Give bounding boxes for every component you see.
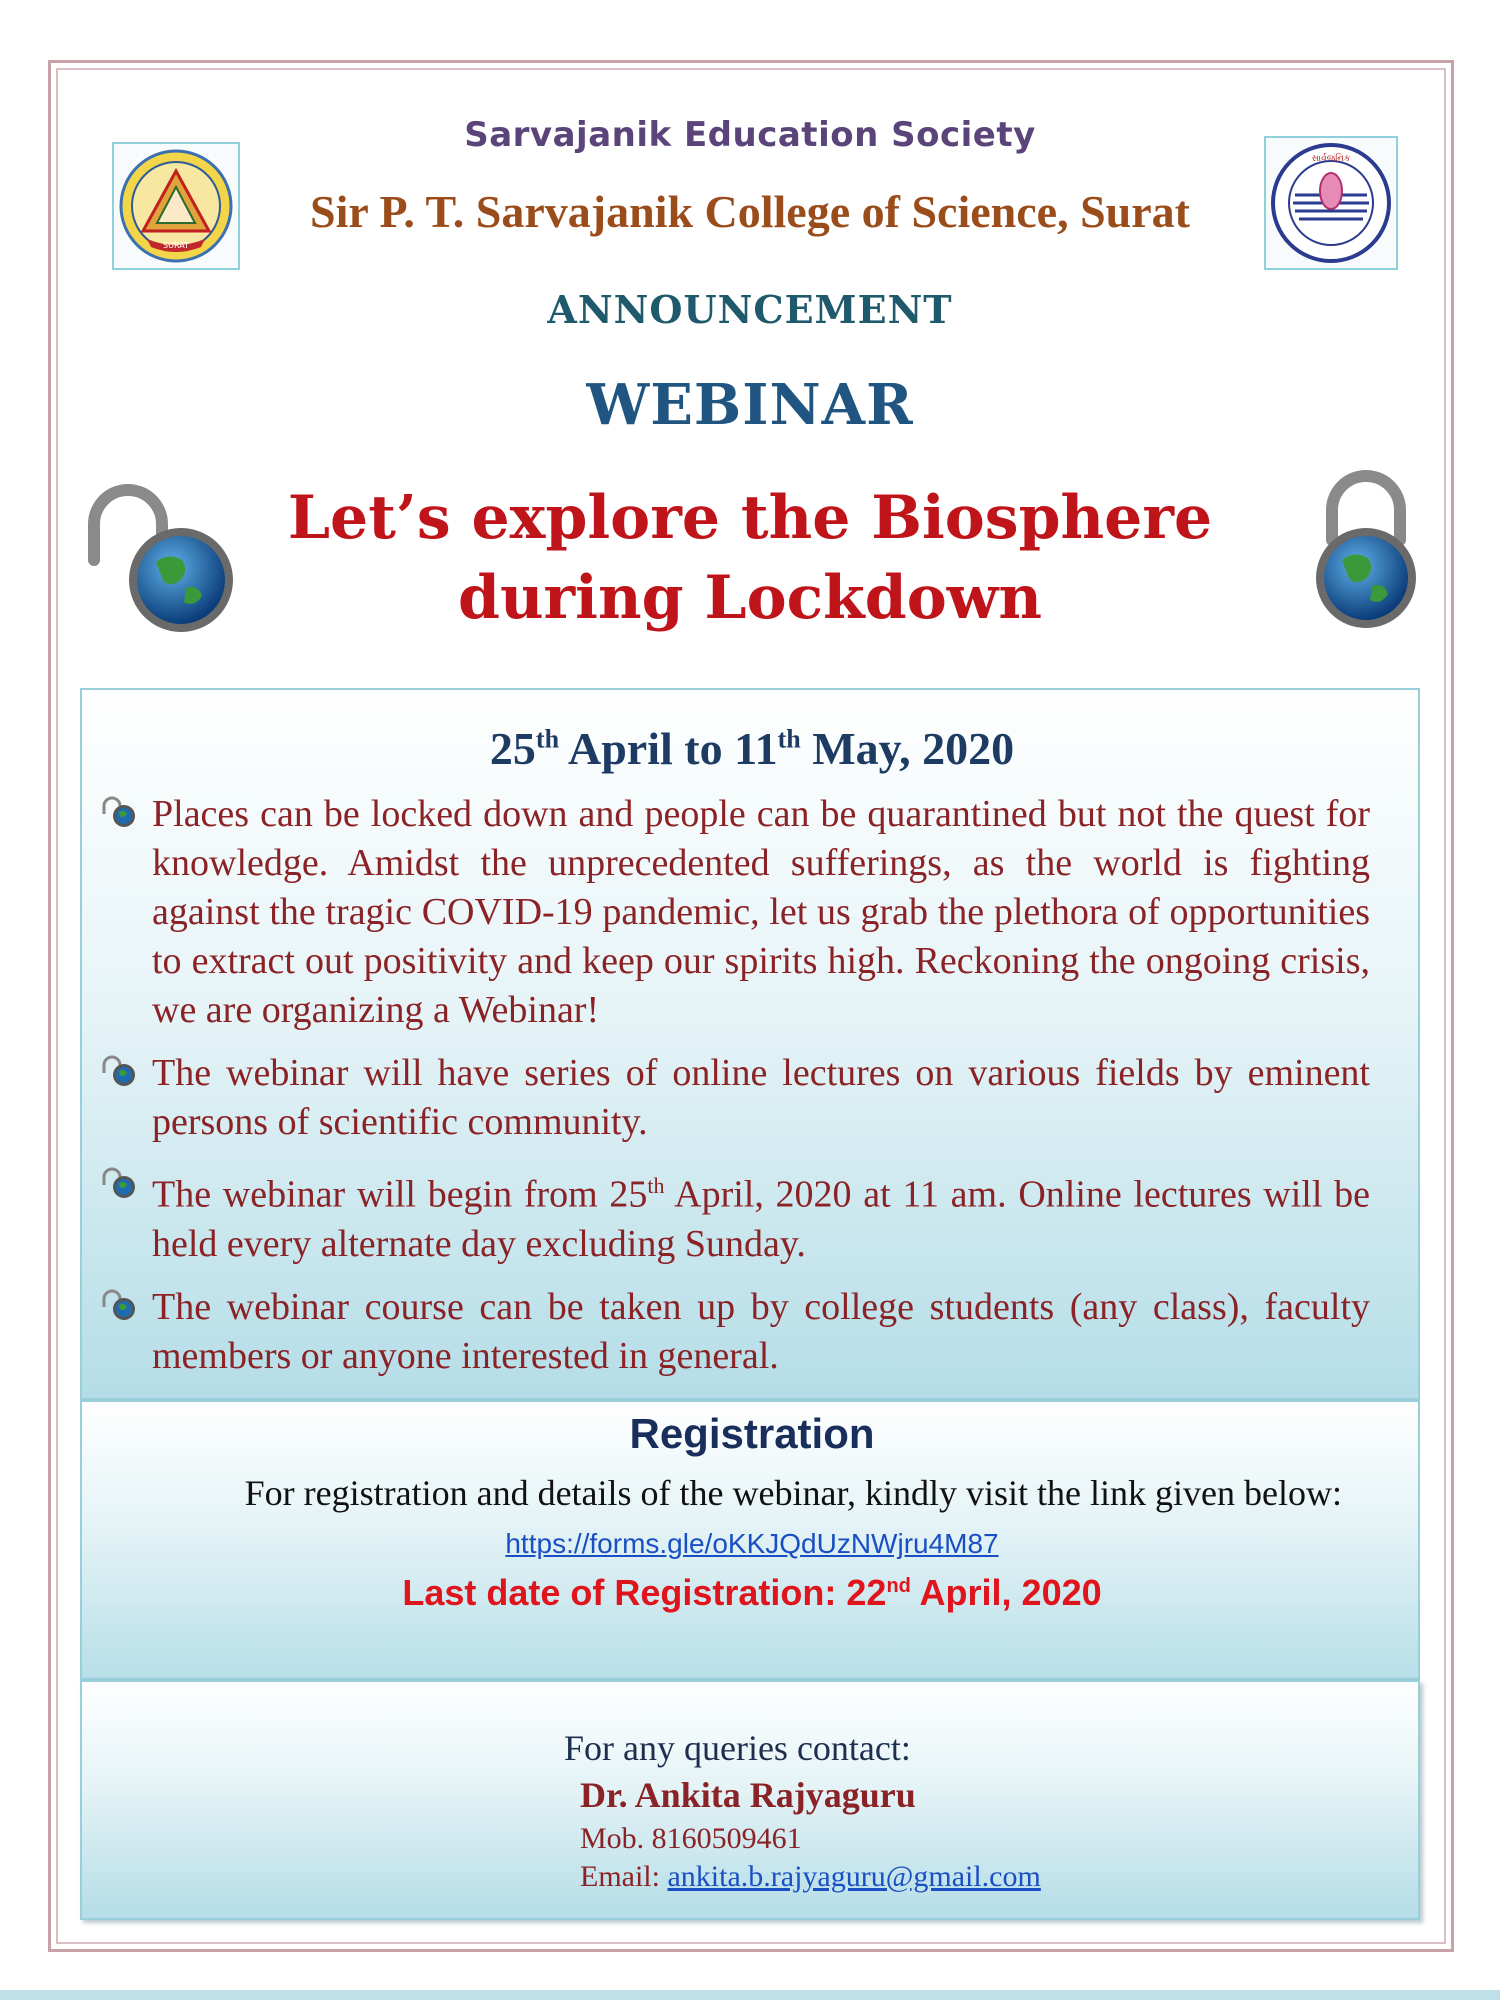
webinar-title-line1: Let’s explore the Biosphere: [287, 483, 1213, 553]
end-month-year: May, 2020: [812, 723, 1015, 774]
closed-padlock-globe-icon: [1296, 470, 1446, 630]
end-day-suffix: th: [777, 724, 801, 754]
email-link[interactable]: ankita.b.rajyaguru@gmail.com: [667, 1860, 1041, 1893]
list-item: [100, 1049, 1370, 1147]
bullet-padlock-icon: [100, 1287, 140, 1323]
contact-panel: [80, 1680, 1420, 1920]
webinar-details-panel: [80, 688, 1420, 1400]
bottom-stripe: [0, 1990, 1500, 2000]
start-day-suffix: th: [535, 724, 560, 754]
logo-right-label: સાર્વજનિક: [1311, 154, 1351, 164]
webinar-heading: WEBINAR: [586, 372, 914, 438]
bullet-text-end: April, 2020 at 11 am. Online lectures will be held every alternate day excluding Sunday.: [152, 1173, 1370, 1265]
webinar-title: [230, 478, 1270, 638]
registration-instructions: For registration and details of the webinar, kindly visit the link given below:: [244, 1473, 1342, 1513]
contact-name: Dr. Ankita Rajyaguru: [580, 1775, 916, 1815]
registration-heading: Registration: [629, 1410, 875, 1457]
email-label: Email:: [580, 1860, 668, 1893]
bullet-text: The webinar will have series of online lectures on various fields by eminent persons of scientific community.: [152, 1052, 1370, 1143]
bullet-text-start: The webinar will begin from 25: [152, 1173, 648, 1216]
deadline-suffix: nd: [886, 1575, 911, 1597]
registration-deadline: [82, 1572, 1422, 1614]
open-padlock-globe-icon: [86, 480, 236, 640]
details-bullet-list: [100, 790, 1370, 1395]
list-item: [100, 1161, 1370, 1269]
list-item: [100, 1283, 1370, 1381]
contact-mobile: Mob. 8160509461: [580, 1822, 802, 1855]
start-month: April to: [568, 723, 723, 774]
deadline-text-end: April, 2020: [910, 1572, 1102, 1613]
bullet-padlock-icon: [100, 1053, 140, 1089]
logo-left-label: SURAT: [163, 241, 189, 250]
college-emblem-logo: [112, 142, 240, 270]
registration-link[interactable]: https://forms.gle/oKKJQdUzNWjru4M87: [505, 1528, 999, 1559]
society-name: Sarvajanik Education Society: [464, 115, 1036, 155]
bullet-text: [152, 1161, 1370, 1269]
webinar-title-line2: during Lockdown: [457, 563, 1042, 633]
webinar-dates: [82, 722, 1422, 775]
bullet-padlock-icon: [100, 794, 140, 830]
deadline-text-start: Last date of Registration: 22: [402, 1572, 887, 1613]
list-item: [100, 790, 1370, 1035]
bullet-text: The webinar course can be taken up by college students (any class), faculty members or anyone interested in general.: [152, 1285, 1370, 1377]
end-day: 11: [734, 723, 778, 774]
registration-panel: [80, 1400, 1420, 1680]
start-day: 25: [489, 723, 536, 774]
bullet-padlock-icon: [100, 1165, 140, 1201]
contact-email-row: [580, 1860, 1041, 1894]
contact-label: For any queries contact:: [564, 1728, 911, 1768]
college-name: Sir P. T. Sarvajanik College of Science, Surat: [310, 186, 1190, 237]
society-emblem-logo: [1264, 136, 1398, 270]
registration-link-row: [82, 1528, 1422, 1560]
bullet-text: Places can be locked down and people can be quarantined but not the quest for knowledge. Amidst the unprecedented sufferings, as the world is fighting against the tragic COVID-19 pandemic, let us grab the plethora of opportunities to extract out positivity and keep our spirits high. Reckoning the ongoing crisis, we are organizing a Webinar!: [152, 793, 1370, 1031]
announcement-heading: ANNOUNCEMENT: [547, 287, 953, 332]
bullet-text-suffix: th: [647, 1173, 665, 1198]
